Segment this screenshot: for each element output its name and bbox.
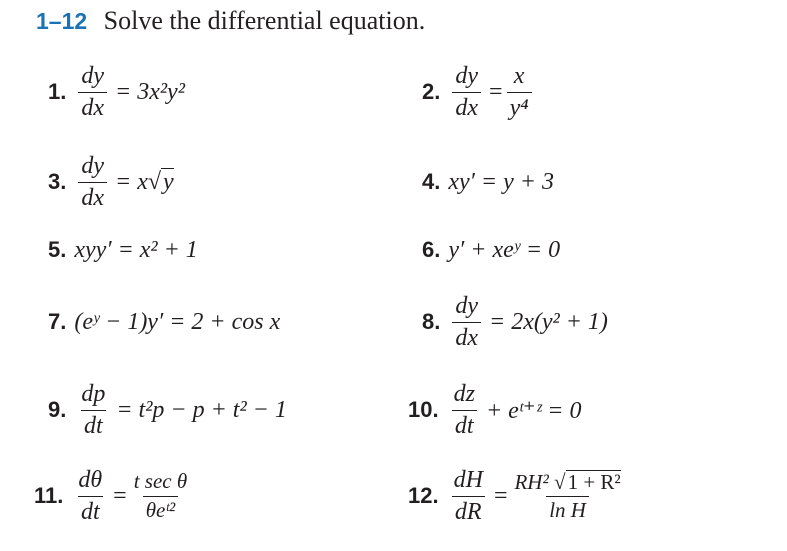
problem-number: 3. — [48, 169, 67, 194]
problem-7 — [48, 282, 280, 362]
fraction-denominator: ln H — [546, 496, 589, 522]
derivative-fraction — [78, 381, 108, 439]
problem-number: 10. — [408, 397, 439, 422]
problem-10 — [408, 370, 581, 450]
rhs-fraction — [507, 63, 532, 121]
equals-sign: = — [493, 482, 508, 509]
derivative-fraction — [451, 381, 478, 439]
problem-6 — [422, 210, 560, 290]
problem-number: 9. — [48, 397, 67, 422]
problem-1 — [48, 52, 185, 132]
fraction-numerator: dθ — [78, 467, 103, 494]
fraction-numerator — [511, 470, 623, 496]
equation: xy′ = y + 3 — [448, 168, 554, 195]
radicand: 1 + R² — [567, 469, 621, 494]
section-header — [36, 6, 425, 36]
derivative-fraction — [78, 63, 107, 121]
radical-sign: √ — [554, 469, 566, 494]
problem-number: 6. — [422, 237, 441, 262]
equation: xyy′ = x² + 1 — [74, 236, 198, 263]
problem-number: 2. — [422, 79, 441, 104]
fraction-numerator: dy — [455, 63, 479, 90]
fraction-denominator: dt — [452, 410, 477, 439]
equation-rhs: = x — [115, 168, 148, 195]
fraction-denominator: dx — [452, 92, 481, 121]
problem-11 — [34, 456, 194, 536]
fraction-numerator: dp — [81, 381, 106, 408]
derivative-fraction — [452, 293, 481, 351]
problem-number: 8. — [422, 309, 441, 334]
problem-number: 12. — [408, 483, 439, 508]
fraction-numerator: dy — [455, 293, 479, 320]
derivative-fraction — [451, 467, 486, 525]
radical-sign: √ — [147, 168, 162, 195]
equation: (eʸ − 1)y′ = 2 + cos x — [74, 308, 281, 335]
equation-rhs: + eᵗ⁺ᶻ = 0 — [485, 397, 582, 424]
problem-9 — [48, 370, 287, 450]
fraction-denominator: dt — [81, 410, 106, 439]
numerator-factor: RH² — [514, 469, 549, 494]
problem-5 — [48, 210, 198, 290]
derivative-fraction — [75, 467, 105, 525]
problem-12 — [408, 456, 628, 536]
fraction-numerator: dy — [81, 63, 105, 90]
fraction-denominator: dx — [78, 182, 107, 211]
problem-2 — [422, 52, 536, 132]
fraction-numerator: dz — [453, 381, 475, 408]
equals-sign: = — [113, 482, 127, 509]
fraction-denominator: dR — [452, 496, 485, 525]
fraction-denominator: dx — [452, 322, 481, 351]
fraction-denominator: y⁴ — [507, 92, 532, 121]
problem-number: 7. — [48, 309, 67, 334]
equation-rhs: = 3x²y² — [115, 78, 185, 105]
problem-range: 1–12 — [36, 8, 88, 34]
fraction-numerator: t sec θ — [133, 469, 188, 494]
fraction-denominator: θeᵗ² — [143, 496, 178, 522]
problem-number: 11. — [34, 483, 64, 508]
equation-rhs: = t²p − p + t² − 1 — [116, 396, 287, 423]
equation-rhs: = 2x(y² + 1) — [489, 308, 608, 335]
fraction-denominator: dx — [78, 92, 107, 121]
rhs-fraction — [131, 470, 190, 521]
equation: y′ + xeʸ = 0 — [448, 236, 561, 263]
fraction-numerator: dy — [81, 153, 105, 180]
fraction-denominator: dt — [78, 496, 103, 525]
equals-sign: = — [489, 78, 503, 105]
derivative-fraction — [78, 153, 107, 211]
problem-number: 5. — [48, 237, 67, 262]
rhs-fraction — [511, 470, 623, 522]
fraction-numerator: x — [513, 63, 525, 90]
fraction-numerator: dH — [453, 467, 483, 494]
derivative-fraction — [452, 63, 481, 121]
problem-number: 4. — [422, 169, 441, 194]
problem-number: 1. — [48, 79, 67, 104]
instruction-text: Solve the differential equation. — [103, 6, 426, 35]
radicand: y — [163, 169, 174, 195]
problem-8 — [422, 282, 608, 362]
